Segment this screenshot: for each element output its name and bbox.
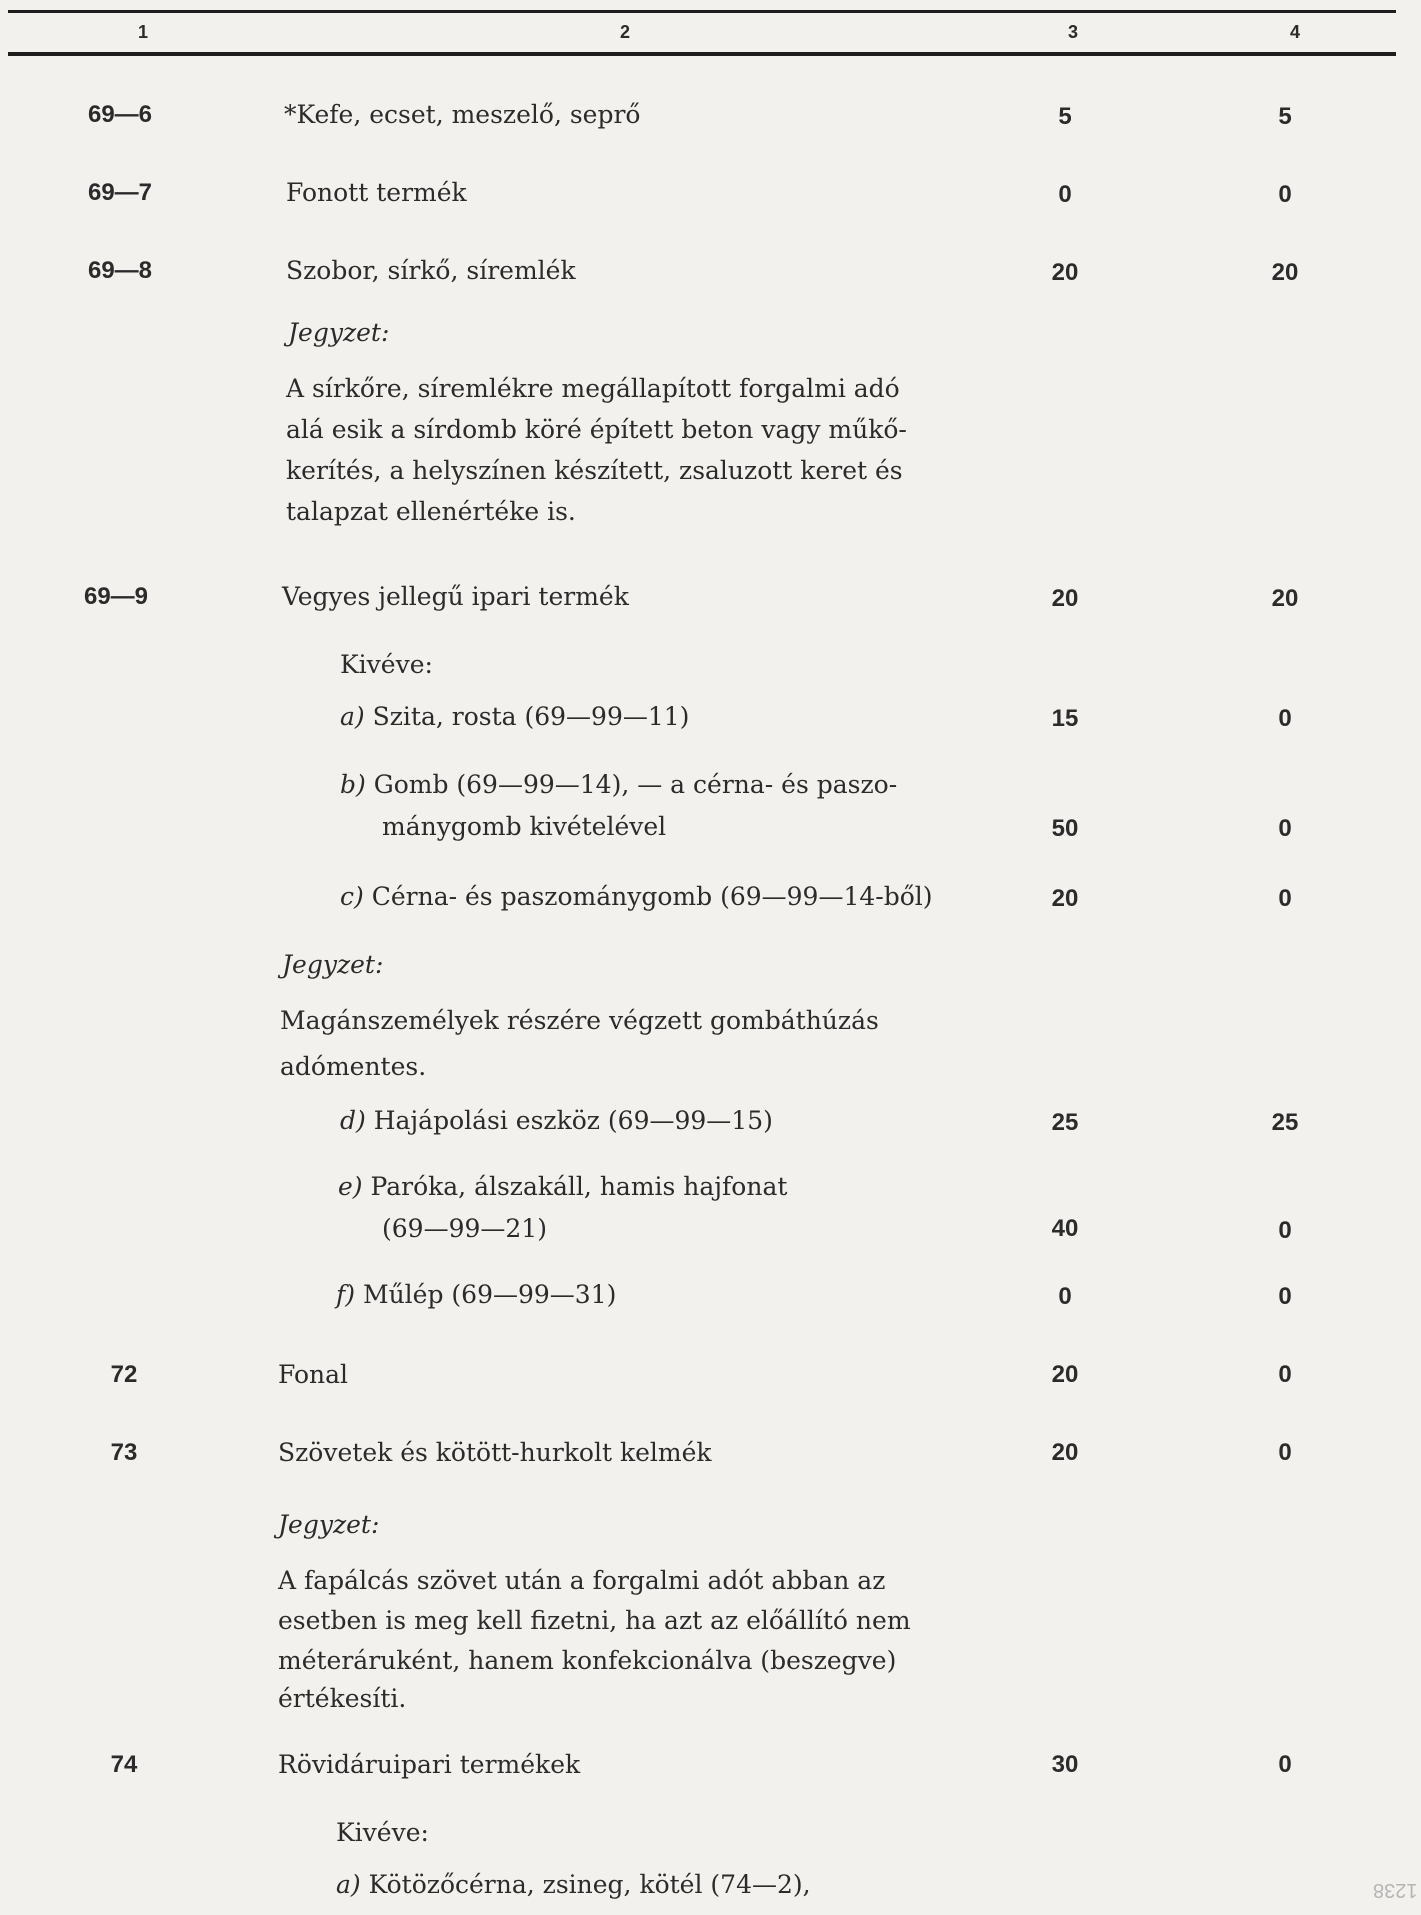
sub-item-c (340, 880, 933, 914)
sub-item-text-cont: (69—99—21) (382, 1214, 547, 1243)
row-col3: 30 (1051, 1751, 1079, 1778)
row-col3: 20 (1051, 585, 1079, 612)
sub-item-label: f) (336, 1280, 356, 1309)
header-col-3: 3 (1068, 22, 1079, 42)
note-line: adómentes. (280, 1052, 427, 1081)
sub-col3: 15 (1051, 705, 1079, 732)
row-col4: 0 (1278, 1439, 1292, 1466)
note-label: Jegyzet: (278, 1510, 380, 1539)
sub-item-a (340, 700, 689, 734)
sub-item-text: Kötözőcérna, zsineg, kötél (74—2), (368, 1870, 811, 1899)
row-code: 69—9 (83, 583, 149, 610)
sub-item-label: b) (340, 770, 366, 799)
sub-item-f (336, 1278, 616, 1312)
row-text: Szövetek és kötött-hurkolt kelmék (278, 1438, 712, 1467)
note-line: A sírkőre, síremlékre megállapított forgalmi adó (286, 374, 900, 403)
sub-item-d (340, 1104, 773, 1138)
note-line: méteráruként, hanem konfekcionálva (beszegve) (278, 1646, 897, 1675)
sub-item-text: Paróka, álszakáll, hamis hajfonat (370, 1172, 788, 1201)
row-col3: 0 (1058, 181, 1072, 208)
row-col4: 5 (1278, 103, 1292, 130)
sub-col4: 25 (1271, 1109, 1299, 1136)
kiveve-label: Kivéve: (336, 1818, 429, 1847)
sub-item-label: c) (340, 882, 364, 911)
row-text: Fonott termék (286, 178, 467, 207)
sub-item-text: Hajápolási eszköz (69—99—15) (373, 1106, 773, 1135)
sub-item-text-cont: mánygomb kivételével (382, 812, 667, 841)
row-col4: 0 (1278, 1751, 1292, 1778)
note-line: kerítés, a helyszínen készített, zsaluzott keret és (286, 456, 903, 485)
sub-item-text: Szita, rosta (69—99—11) (372, 702, 690, 731)
note-label: Jegyzet: (282, 950, 384, 979)
sub-item-text: Cérna- és paszománygomb (69—99—14-ből) (371, 882, 933, 911)
sub-item-label: a) (336, 1870, 361, 1899)
margin-page-number: 1238 (1372, 1879, 1417, 1901)
kiveve-label: Kivéve: (340, 650, 433, 679)
sub-item-label: d) (340, 1106, 366, 1135)
row-text: Fonal (278, 1360, 349, 1389)
sub-col4: 0 (1278, 1283, 1292, 1310)
sub-col3: 20 (1051, 885, 1079, 912)
sub-item-e (338, 1170, 787, 1204)
sub-col3: 50 (1051, 815, 1079, 842)
row-text: *Kefe, ecset, meszelő, seprő (284, 100, 641, 129)
row-col4: 0 (1278, 181, 1292, 208)
row-col3: 5 (1058, 103, 1072, 130)
row-code: 73 (110, 1439, 138, 1466)
header-col-1: 1 (138, 22, 149, 42)
row-col4: 0 (1278, 1361, 1292, 1388)
sub-col4: 0 (1278, 885, 1292, 912)
sub-item-text: Gomb (69—99—14), — a cérna- és paszo- (373, 770, 898, 799)
header-col-4: 4 (1290, 22, 1301, 42)
row-code: 69—8 (87, 257, 153, 284)
row-text: Szobor, sírkő, síremlék (286, 256, 576, 285)
note-label: Jegyzet: (288, 318, 390, 347)
row-col4: 20 (1271, 259, 1299, 286)
note-line: talapzat ellenértéke is. (286, 497, 576, 526)
sub-col3: 40 (1051, 1215, 1079, 1242)
sub-col3: 25 (1051, 1109, 1079, 1136)
row-text: Rövidáruipari termékek (278, 1750, 581, 1779)
sub-item-label: e) (338, 1172, 363, 1201)
row-code: 69—6 (87, 101, 153, 128)
note-line: Magánszemélyek részére végzett gombáthúzás (280, 1006, 879, 1035)
row-code: 69—7 (87, 179, 153, 206)
row-col3: 20 (1051, 259, 1079, 286)
note-line: esetben is meg kell fizetni, ha azt az előállító nem (278, 1606, 911, 1635)
note-line: alá esik a sírdomb köré épített beton vagy műkő- (286, 415, 907, 444)
note-line: A fapálcás szövet után a forgalmi adót abban az (278, 1566, 886, 1595)
sub-item-text: Műlép (69—99—31) (362, 1280, 617, 1309)
sub-item-b (340, 768, 897, 802)
sub-col4: 0 (1278, 705, 1292, 732)
row-col3: 20 (1051, 1439, 1079, 1466)
row-col4: 20 (1271, 585, 1299, 612)
row-code: 72 (110, 1361, 138, 1388)
header-col-2: 2 (620, 22, 631, 42)
header-top-rule (8, 10, 1396, 13)
sub-col4: 0 (1278, 1217, 1292, 1244)
note-line: értékesíti. (278, 1684, 407, 1713)
sub-col4: 0 (1278, 815, 1292, 842)
header-bottom-rule (8, 52, 1396, 56)
row-text: Vegyes jellegű ipari termék (282, 582, 629, 611)
row-code: 74 (110, 1751, 138, 1778)
row-col3: 20 (1051, 1361, 1079, 1388)
sub-item-label: a) (340, 702, 365, 731)
sub-item-a74 (336, 1868, 811, 1902)
sub-col3: 0 (1058, 1283, 1072, 1310)
